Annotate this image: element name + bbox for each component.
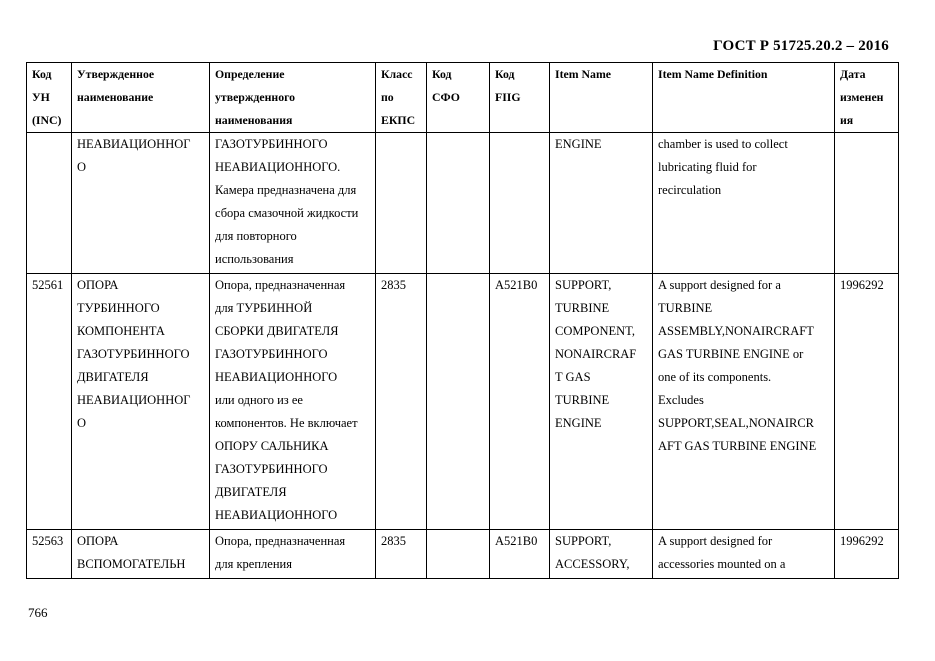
cell-line: НЕАВИАЦИОННОГО <box>215 508 338 522</box>
cell-line: ОПОРА <box>77 278 119 292</box>
cell-line: ГАЗОТУРБИННОГО <box>215 462 328 476</box>
table-row <box>27 274 899 530</box>
cell-line: СБОРКИ ДВИГАТЕЛЯ <box>215 324 339 338</box>
cell-line: TURBINE <box>555 301 610 315</box>
cell-line: A521B0 <box>495 534 538 548</box>
cell-line: A521B0 <box>495 278 538 292</box>
header-change-date: Дата изменен ия <box>835 63 899 133</box>
table-row <box>27 133 899 274</box>
item-name-table <box>26 62 899 579</box>
cell-line: ОПОРУ САЛЬНИКА <box>215 439 329 453</box>
cell-line: Опора, предназначенная <box>215 278 346 292</box>
cell-inc-code <box>27 274 72 530</box>
header-item-name-definition: Item Name Definition <box>653 63 835 133</box>
header-approved-name: Утвержденное наименование <box>72 63 210 133</box>
header-inc-code: Код УН (INC) <box>27 63 72 133</box>
cell-line: accessories mounted on a <box>658 557 786 571</box>
cell-line: для крепления <box>215 557 292 571</box>
cell-line: 52563 <box>32 534 64 548</box>
cell-line: или одного из ее <box>215 393 303 407</box>
cell-sfo-code <box>427 133 490 274</box>
header-item-name: Item Name <box>550 63 653 133</box>
cell-line: ВСПОМОГАТЕЛЬН <box>77 557 186 571</box>
cell-line: chamber is used to collect <box>658 137 788 151</box>
cell-line: 52561 <box>32 278 64 292</box>
cell-line: one of its components. <box>658 370 772 384</box>
table-header-row <box>27 63 899 133</box>
cell-inc-code <box>27 530 72 579</box>
cell-line: НЕАВИАЦИОННОГ <box>77 393 191 407</box>
cell-change-date <box>835 133 899 274</box>
cell-ekps-class <box>376 133 427 274</box>
cell-line: A support designed for a <box>658 278 781 292</box>
cell-line: ГАЗОТУРБИННОГО <box>215 347 328 361</box>
header-name-definition: Определение утвержденного наименования <box>210 63 376 133</box>
cell-line: NONAIRCRAF <box>555 347 637 361</box>
cell-line: ENGINE <box>555 416 602 430</box>
cell-line: ГАЗОТУРБИННОГО <box>215 137 328 151</box>
cell-line: О <box>77 160 87 174</box>
cell-fiig-code <box>490 274 550 530</box>
cell-line: SUPPORT,SEAL,NONAIRCR <box>658 416 814 430</box>
cell-item-name <box>550 133 653 274</box>
cell-line: ДВИГАТЕЛЯ <box>77 370 149 384</box>
cell-line: Опора, предназначенная <box>215 534 346 548</box>
cell-line: A support designed for <box>658 534 773 548</box>
cell-line: AFT GAS TURBINE ENGINE <box>658 439 817 453</box>
cell-line: recirculation <box>658 183 722 197</box>
cell-ekps-class <box>376 274 427 530</box>
cell-sfo-code <box>427 274 490 530</box>
cell-line: SUPPORT, <box>555 534 612 548</box>
cell-approved-name <box>72 133 210 274</box>
page-number: 766 <box>28 605 48 620</box>
cell-line: использования <box>215 252 294 266</box>
cell-line: TURBINE <box>658 301 713 315</box>
cell-line: НЕАВИАЦИОННОГО. <box>215 160 341 174</box>
cell-approved-name <box>72 274 210 530</box>
cell-sfo-code <box>427 530 490 579</box>
table-row <box>27 530 899 579</box>
cell-line: КОМПОНЕНТА <box>77 324 165 338</box>
cell-line: ГАЗОТУРБИННОГО <box>77 347 190 361</box>
header-ekps-class: Класс по ЕКПС <box>376 63 427 133</box>
cell-line: TURBINE <box>555 393 610 407</box>
cell-line: lubricating fluid for <box>658 160 757 174</box>
cell-line: О <box>77 416 87 430</box>
cell-line: ДВИГАТЕЛЯ <box>215 485 287 499</box>
cell-approved-name <box>72 530 210 579</box>
cell-item-name-definition <box>653 274 835 530</box>
cell-line: для повторного <box>215 229 297 243</box>
cell-line: для ТУРБИННОЙ <box>215 301 313 315</box>
cell-ekps-class <box>376 530 427 579</box>
document-title: ГОСТ Р 51725.20.2 – 2016 <box>713 38 889 54</box>
cell-line: T GAS <box>555 370 591 384</box>
cell-line: ТУРБИННОГО <box>77 301 160 315</box>
cell-fiig-code <box>490 530 550 579</box>
cell-line: GAS TURBINE ENGINE or <box>658 347 804 361</box>
cell-name-definition <box>210 133 376 274</box>
cell-line: COMPONENT, <box>555 324 635 338</box>
cell-change-date <box>835 530 899 579</box>
cell-name-definition <box>210 530 376 579</box>
cell-line: ОПОРА <box>77 534 119 548</box>
cell-line: ENGINE <box>555 137 602 151</box>
cell-line: НЕАВИАЦИОННОГ <box>77 137 191 151</box>
header-sfo-code: Код СФО <box>427 63 490 133</box>
cell-inc-code <box>27 133 72 274</box>
cell-line: ASSEMBLY,NONAIRCRAFT <box>658 324 814 338</box>
cell-line: SUPPORT, <box>555 278 612 292</box>
cell-line: компонентов. Не включает <box>215 416 358 430</box>
cell-item-name <box>550 274 653 530</box>
cell-item-name <box>550 530 653 579</box>
cell-line: ACCESSORY, <box>555 557 630 571</box>
cell-name-definition <box>210 274 376 530</box>
cell-item-name-definition <box>653 133 835 274</box>
cell-line: НЕАВИАЦИОННОГО <box>215 370 338 384</box>
cell-line: 2835 <box>381 278 406 292</box>
cell-change-date <box>835 274 899 530</box>
cell-line: 2835 <box>381 534 406 548</box>
cell-item-name-definition <box>653 530 835 579</box>
cell-fiig-code <box>490 133 550 274</box>
cell-line: Камера предназначена для <box>215 183 357 197</box>
header-fiig-code: Код FIIG <box>490 63 550 133</box>
cell-line: сбора смазочной жидкости <box>215 206 359 220</box>
cell-line: 1996292 <box>840 534 884 548</box>
cell-line: Excludes <box>658 393 704 407</box>
cell-line: 1996292 <box>840 278 884 292</box>
